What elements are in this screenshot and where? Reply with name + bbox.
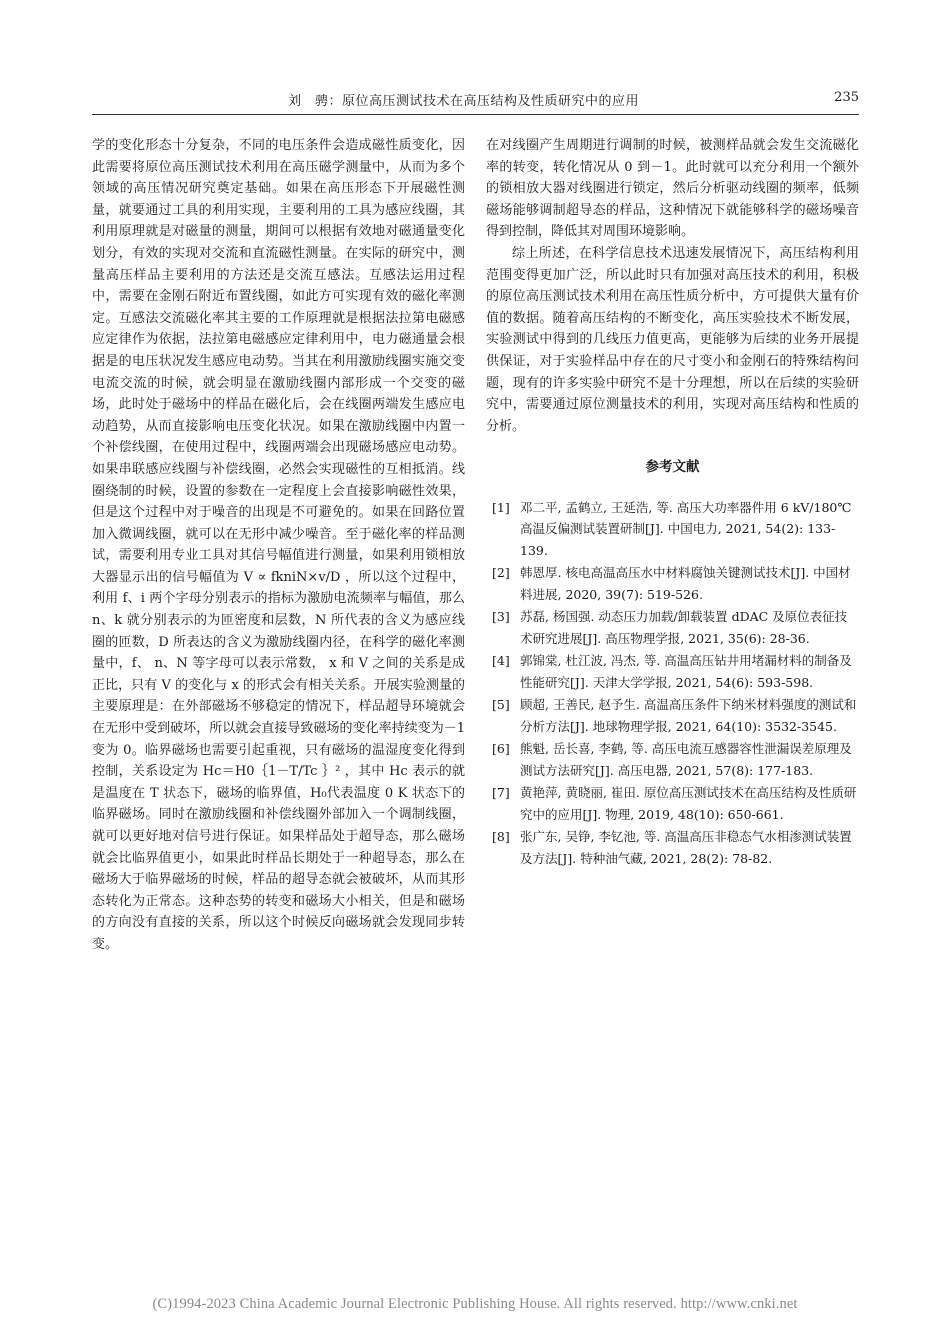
reference-number: [3]	[492, 609, 510, 625]
copyright-watermark: (C)1994-2023 China Academic Journal Electronic Publishing House. All rights reserved. http://www.cnki.net	[152, 1296, 798, 1312]
reference-text: 顾超, 王善民, 赵予生. 高温高压条件下纳米材料强度的测试和分析方法[J]. 地球物理学报, 2021, 64(10): 3532-3545.	[520, 697, 857, 734]
reference-item	[486, 738, 859, 781]
reference-list	[486, 497, 859, 870]
reference-item	[486, 650, 859, 693]
reference-text: 郭锦棠, 杜江波, 冯杰, 等. 高温高压钻井用堵漏材料的制备及性能研究[J]. 天津大学学报, 2021, 54(6): 593-598.	[520, 653, 852, 690]
references-heading: 参考文献	[645, 459, 700, 476]
reference-number: [6]	[492, 741, 510, 757]
reference-text: 韩恩厚. 核电高温高压水中材料腐蚀关键测试技术[J]. 中国材料进展, 2020, 39(7): 519-526.	[520, 565, 851, 602]
reference-item	[486, 497, 859, 562]
running-header-title: 刘 骋：原位高压测试技术在高压结构及性质研究中的应用	[288, 94, 640, 109]
left-column	[92, 135, 465, 956]
reference-number: [1]	[492, 499, 510, 515]
reference-number: [5]	[492, 697, 510, 713]
right-column	[486, 135, 859, 870]
conclusion-paragraph: 综上所述，在科学信息技术迅速发展情况下，高压结构利用范围变得更加广泛，所以此时只有加强对高压技术的利用，积极的原位高压测试技术利用在高压性质分析中，方可提供大量有价值的数据。随着高压结构的不断变化，高压实验技术不断发展，实验测试中得到的几线压力值更高，更能够为后续的业务开展提供保证，对于实验样品中存在的尺寸变小和金刚石的特殊结构问题，现有的许多实验中研究不是十分理想，所以在后续的实验研究中，需要通过原位测量技术的利用，实现对高压结构和性质的分析。	[486, 245, 859, 434]
reference-item	[486, 826, 859, 869]
reference-text: 邓二平, 孟鹤立, 王延浩, 等. 高压大功率器件用 6 kV/180℃高温反偏测试装置研制[J]. 中国电力, 2021, 54(2): 133-139.	[520, 499, 852, 558]
reference-text: 张广东, 吴铮, 李钇池, 等. 高温高压非稳态气水相渗测试装置及方法[J]. 特种油气藏, 2021, 28(2): 78-82.	[520, 829, 852, 866]
reference-text: 苏磊, 杨国强. 动态压力加载/卸载装置 dDAC 及原位表征技术研究进展[J]. 高压物理学报, 2021, 35(6): 28-36.	[520, 609, 848, 646]
reference-item	[486, 606, 859, 649]
reference-number: [4]	[492, 653, 510, 669]
reference-item	[486, 694, 859, 737]
body-paragraph: 学的变化形态十分复杂，不同的电压条件会造成磁性质变化，因此需要将原位高压测试技术利用在高压磁学测量中，从而为多个领域的高压情况研究奠定基础。如果在高压形态下开展磁性测量，就要通过工具的利用实现，主要利用的工具为感应线圈，其利用原理就是对磁量的测量，期间可以根据有效地对磁通量变化划分，有效的实现对交流和直流磁性测量。在实际的研究中，测量高压样品主要利用的方法还是交流互感法。互感法运用过程中，需要在金刚石附近布置线圈，如此方可实现有效的磁化率测定。互感法交流磁化率其主要的工作原理就是根据法拉第电磁感应定律作为依据，法拉第电磁感应定律利用中，电力磁通量会根据是的电压状况发生感应电动势。当其在利用激励线圈实施交变电流交流的时候，就会明显在激励线圈内部形成一个交变的磁场，此时处于磁场中的样品在磁化后，会在线圈两端发生感应电动趋势，从而直接影响电压变化状况。如果在激励线圈中内置一个补偿线圈，在使用过程中，线圈两端会出现磁场感应电动势。如果串联感应线圈与补偿线圈，必然会实现磁性的互相抵消。线圈绕制的时候，设置的参数在一定程度上会直接影响磁性效果，但是这个过程中对于噪音的出现是不可避免的。如果在回路位置加入微调线圈，就可以在无形中减少噪音。至于磁化率的样品测试，需要利用专业工具对其信号幅值进行测量，如果利用锁相放大器显示出的信号幅值为 V ∝ fkniN×v/D ，所以这个过程中，利用 f、i 两个字母分别表示的指标为激励电流频率与幅值，那么 n、k 就分别表示的为匝密度和层数，N 所代表的含义为感应线圈的匝数，D 所表达的含义为激励线圈内径，在科学的磁化率测量中，f、 n、N 等字母可以表示常数， x 和 V 之间的关系是成正比，只有 V 的变化与 x 的形式会有相关关系。开展实验测量的主要原理是：在外部磁场不够稳定的情况下，样品超导环境就会在无形中受到破坏，所以就会直接导致磁场的变化率持续变为－1 变为 0。临界磁场也需要引起重视，只有磁场的温湿度变化得到控制，关系设定为 Hc＝H0｛1－T/Tc ｝² ，其中 Hc 表示的就是温度在 T 状态下，磁场的临界值，H₀代表温度 0 K 状态下的临界磁场。同时在激励线圈和补偿线圈外部加入一个调制线圈，就可以更好地对信号进行保证。如果样品处于超导态，那么磁场就会比临界值更小，如果此时样品长期处于一种超导态，那么在磁场大于临界磁场的时候，样品的超导态就会被破坏，从而其形态转化为正常态。这种态势的转变和磁场大小相关，但是和磁场的方向没有直接的关系，所以这个时候反向磁场就会发现同步转变。	[92, 138, 465, 952]
reference-item	[486, 562, 859, 605]
reference-item	[486, 782, 859, 825]
reference-text: 黄艳萍, 黄晓丽, 崔田. 原位高压测试技术在高压结构及性质研究中的应用[J]. 物理, 2019, 48(10): 650-661.	[520, 785, 857, 822]
reference-text: 熊魁, 岳长喜, 李鹤, 等. 高压电流互感器容性泄漏误差原理及测试方法研究[J]. 高压电器, 2021, 57(8): 177-183.	[520, 741, 852, 778]
reference-number: [7]	[492, 785, 510, 801]
body-paragraph: 在对线圈产生周期进行调制的时候，被测样品就会发生交流磁化率的转变，转化情况从 0 到－1。此时就可以充分利用一个额外的锁相放大器对线圈进行锁定，然后分析驱动线圈的频率，低频磁场能够调制超导态的样品，这种情况下就能够科学的磁场噪音得到控制，降低其对周围环境影响。	[486, 138, 859, 240]
page-number: 235	[834, 90, 859, 105]
reference-number: [2]	[492, 565, 510, 581]
reference-number: [8]	[492, 829, 510, 845]
running-header	[92, 88, 859, 115]
